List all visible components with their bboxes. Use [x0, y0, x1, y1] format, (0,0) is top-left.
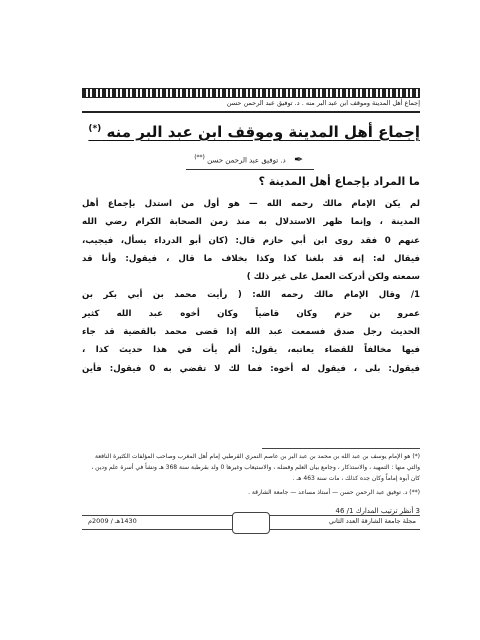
title-text: إجماع أهل المدينة وموقف ابن عبد البر منه — [106, 123, 420, 141]
page-number-box — [232, 512, 270, 534]
body-text — [82, 195, 420, 378]
footnote: (*) هو الإمام يوسف بن عبد الله بن محمد بن عبد البر بن عاصم النمري القرطبي إمام أهل المغرب وصاحب المؤلفات الكثيرة النافعة والتي منها : التمهيد ، والاستذكار ، وجامع بيان العلم وفضله ، والاستيعاب وغيرها 0 ولد بقرطبة سنة 368 هـ ونشأ في أسرة علم ودين ، كان أبوه إماماً وكان جده كذلك ، مات سنة 463 هـ . — [91, 453, 420, 482]
article-title — [88, 123, 420, 141]
header-rule — [82, 111, 420, 113]
author-underline — [186, 169, 314, 170]
author-footnote-marker: (**) — [194, 154, 205, 161]
body-line: عنهم 0 فقد روى ابن أبي حازم قال: (كان أبو الدرداء يسأل، فيجيب، — [82, 235, 420, 246]
header-ornament — [82, 88, 420, 98]
body-line: فيقول: بلى ، فيقول له أخوه: فما لك لا تقضي به 0 فيقول: فأين — [82, 363, 420, 374]
journal-name: مجلة جامعة الشارقة العدد الثاني — [328, 517, 416, 525]
body-line: سمعته ولكن أدركت العمل على غير ذلك ) — [246, 272, 420, 283]
body-line: 1/ وقال الإمام مالك رحمه الله: ( رأيت محمد بن أبي بكر بن — [82, 290, 420, 301]
footnotes — [82, 451, 420, 517]
footnote: (**) د. توفيق عبد الرحمن حسن — أستاذ مساعد — جامعة الشارقة . — [248, 489, 420, 496]
title-footnote-marker: (*) — [88, 124, 102, 134]
body-line: عمرو بن حزم وكان قاضياً وكان أخوه عبد الله كثير — [82, 308, 420, 319]
footnote-reference: 3 أنظر ترتيب المدارك 1/ 46 — [335, 507, 420, 515]
footnote-separator — [262, 448, 420, 449]
body-line: المدينة ، وإنما ظهر الاستدلال به منذ زمن الصحابة الكرام رضي الله — [82, 217, 420, 228]
page-footer — [82, 515, 420, 530]
author-line — [180, 154, 300, 164]
author-name: د. توفيق عبد الرحمن حسن — [207, 156, 286, 165]
body-line: الحديث رجل صدق فسمعت عبد الله إذا قضى محمد بالقضية قد جاء — [82, 327, 420, 338]
pen-ornament-icon: ✒ — [294, 153, 304, 166]
issue-date: 1430هـ / 2009م — [88, 517, 137, 525]
body-line: فيها مخالفاً للقضاء يعاتبه، يقول: ألم يأت في هذا حديث كذا ، — [82, 345, 420, 356]
body-line: لم يكن الإمام مالك رحمه الله — هو أول من استدل بإجماع أهل — [82, 199, 420, 209]
section-heading: ما المراد بإجماع أهل المدينة ؟ — [258, 175, 420, 188]
running-head: إجماع أهل المدينة وموقف ابن عبد البر منه . د. توفيق عبد الرحمن حسن — [226, 99, 420, 107]
body-line: فيقال له: إنه قد بلغنا كذا وكذا بخلاف ما قال ، فيقول: وأنا قد — [82, 253, 420, 264]
